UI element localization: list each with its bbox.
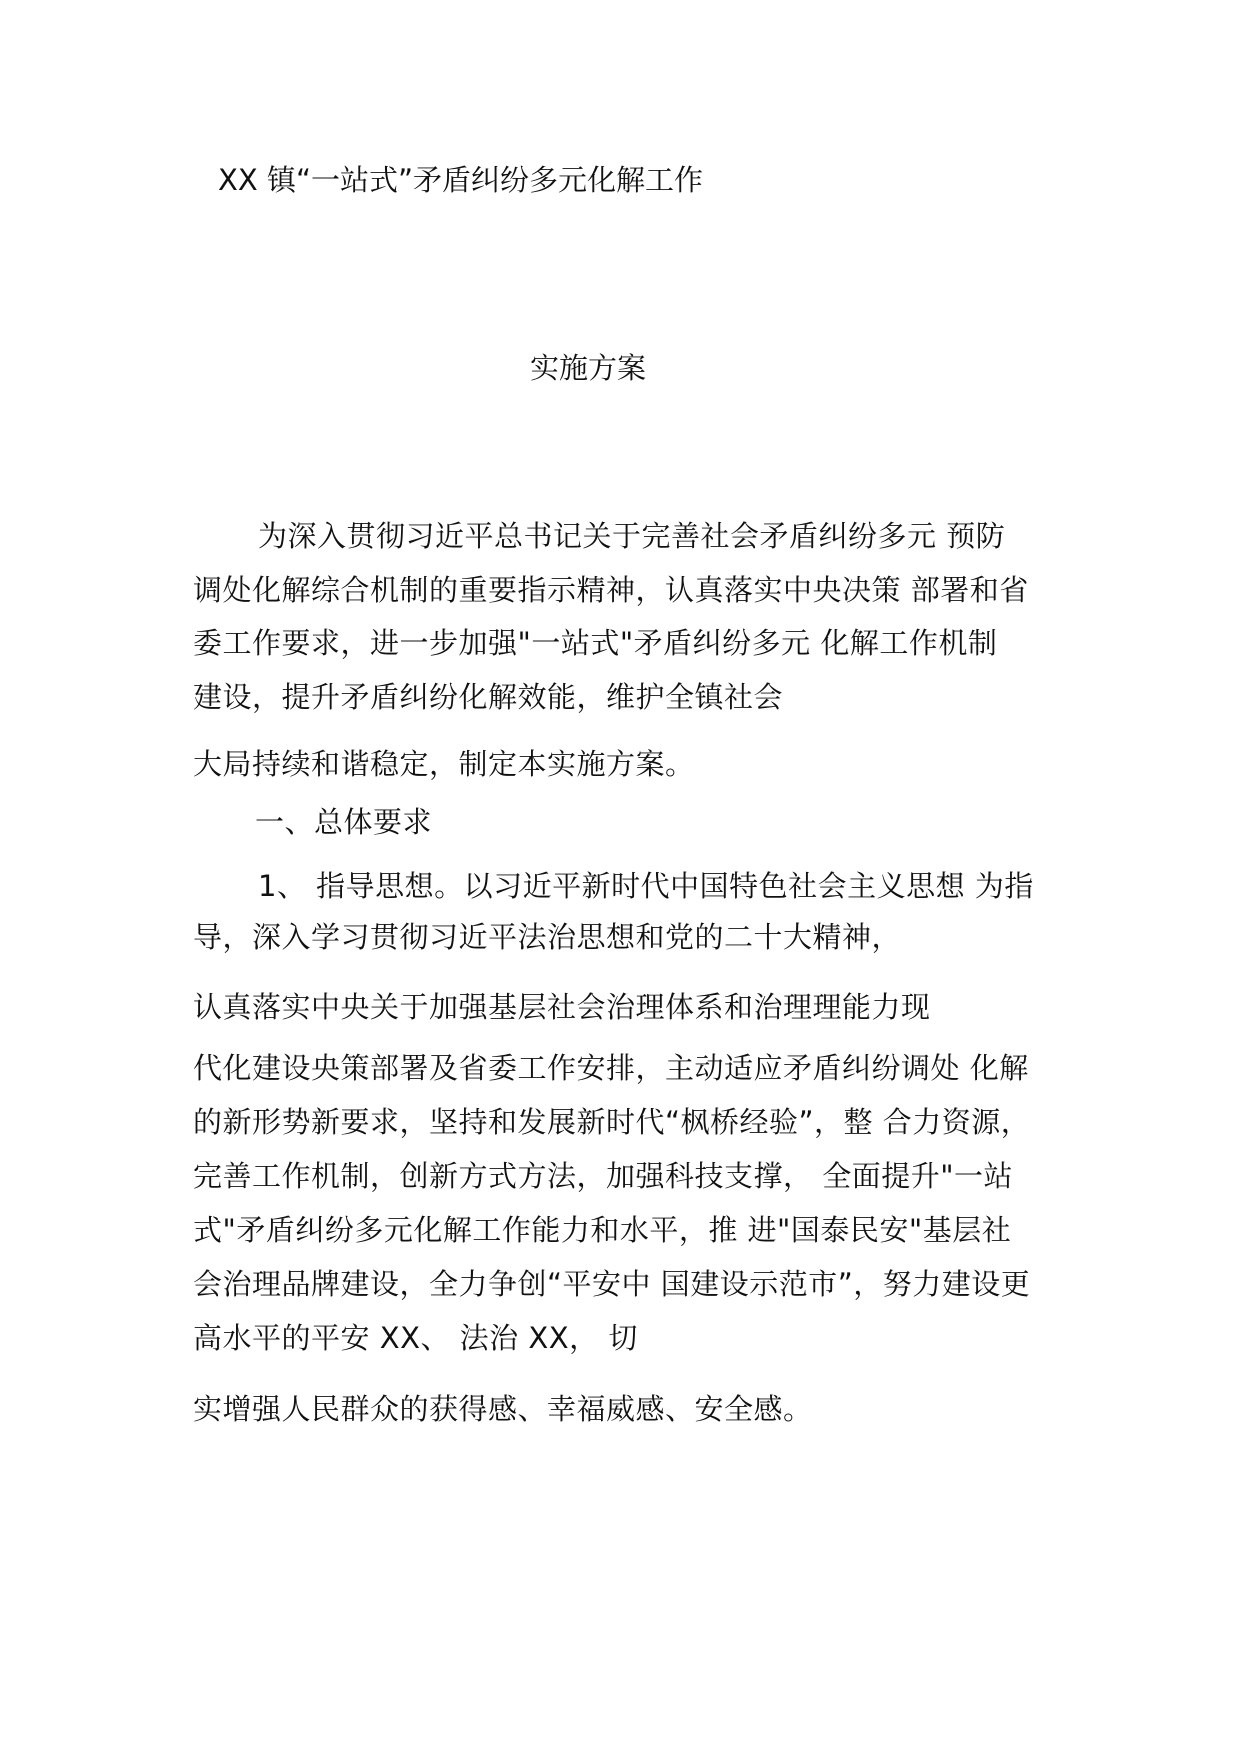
document-subtitle: 实施方案 [530, 351, 647, 385]
paragraph-line: 导，深入学习贯彻习近平法治思想和党的二十大精神， [193, 920, 902, 954]
paragraph-line: 大局持续和谐稳定，制定本实施方案。 [193, 747, 695, 781]
document-title: XX 镇“一站式”矛盾纠纷多元化解工作 [218, 163, 704, 197]
paragraph-line: 完善工作机制，创新方式方法，加强科技支撑， 全面提升"一站 [193, 1159, 1014, 1193]
paragraph-line: 实增强人民群众的获得感、幸福威感、安全感。 [193, 1392, 813, 1426]
paragraph-line: 1、 指导思想。以习近平新时代中国特色社会主义思想 为指 [258, 869, 1034, 903]
section-heading: 一、总体要求 [255, 805, 433, 839]
paragraph-line: 的新形势新要求，坚持和发展新时代“枫桥经验”，整 合力资源， [193, 1105, 1031, 1139]
paragraph-line: 认真落实中央关于加强基层社会治理体系和治理理能力现 [193, 990, 931, 1024]
paragraph-line: 为深入贯彻习近平总书记关于完善社会矛盾纠纷多元 预防 [258, 519, 1006, 553]
paragraph-line: 建设，提升矛盾纠纷化解效能，维护全镇社会 [193, 680, 784, 714]
paragraph-line: 调处化解综合机制的重要指示精神，认真落实中央决策 部署和省 [193, 573, 1029, 607]
paragraph-line: 委工作要求，进一步加强"一站式"矛盾纠纷多元 化解工作机制 [193, 626, 998, 660]
paragraph-line: 高水平的平安 XX、 法治 XX， 切 [193, 1321, 638, 1355]
paragraph-line: 代化建设央策部署及省委工作安排，主动适应矛盾纠纷调处 化解 [193, 1051, 1029, 1085]
paragraph-line: 会治理品牌建设，全力争创“平安中 国建设示范市”，努力建设更 [193, 1267, 1031, 1301]
paragraph-line: 式"矛盾纠纷多元化解工作能力和水平，推 进"国泰民安"基层社 [193, 1213, 1012, 1247]
